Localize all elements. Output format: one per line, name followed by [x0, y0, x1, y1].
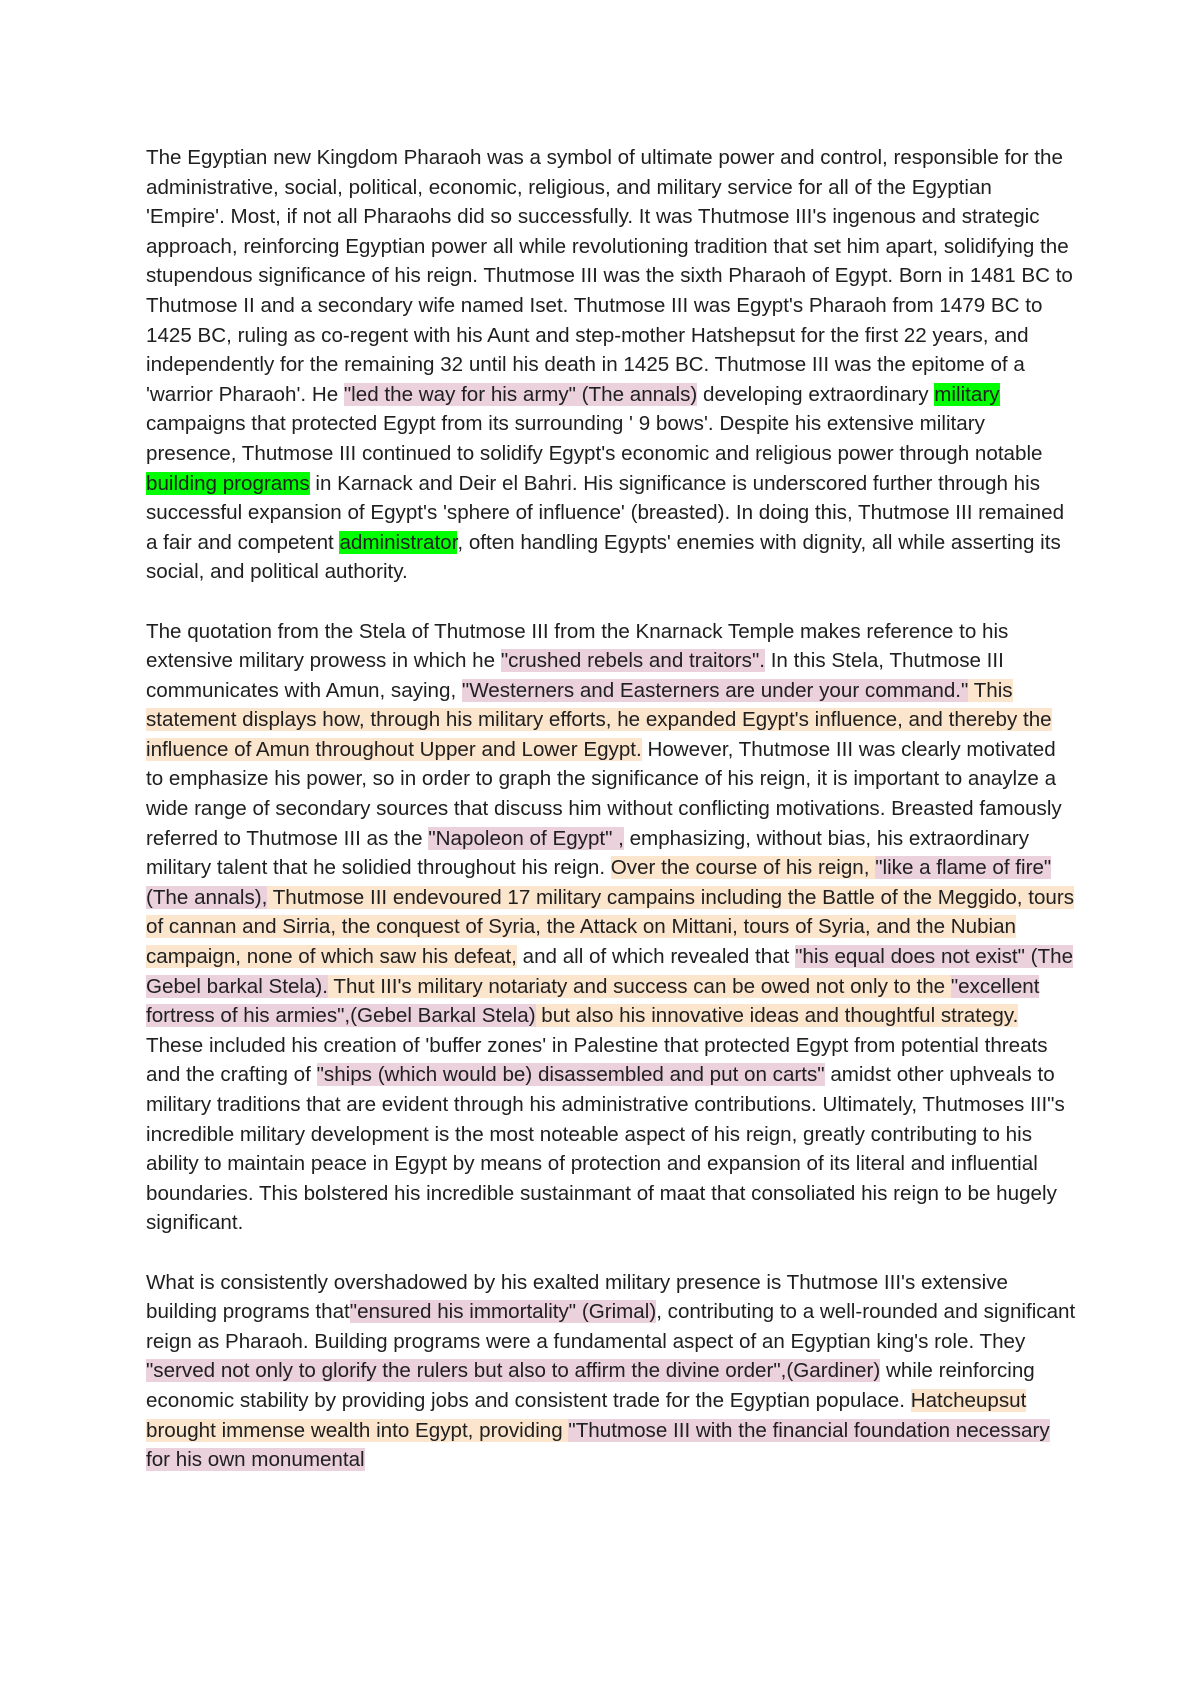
paragraph-2	[146, 617, 1076, 1238]
text-run: developing extraordinary	[697, 382, 935, 406]
highlight-orange: Thut III's military notariaty and success can be owed not only to the	[328, 974, 951, 998]
highlight-orange: but also his innovative ideas and thoughtful strategy.	[535, 1004, 1019, 1028]
highlight-pink: "served not only to glorify the rulers but also to affirm the divine order",(Gardiner)	[146, 1359, 881, 1383]
text-run: The quotation from the Stela of Thutmose III from the Knarnack Temple makes reference to his extensive military prowess in which he	[146, 619, 1009, 673]
highlight-orange: Over the course of his reign,	[610, 856, 876, 880]
highlight-pink: "excellent fortress of his armies",(Gebel Barkal Stela)	[146, 974, 1040, 1028]
paragraph-3	[146, 1268, 1076, 1475]
highlight-pink: "like a flame of fire" (The annals),	[146, 856, 1052, 909]
text-run: emphasizing, without bias, his extraordinary military talent that he solidied throughout his reign.	[146, 826, 1030, 880]
text-run: and all of which revealed that	[516, 945, 796, 969]
text-run: while reinforcing economic stability by providing jobs and consistent trade for the Egyptian populace.	[146, 1359, 1035, 1412]
text-run: in Karnack and Deir el Bahri. His significance is underscored further through his successful expansion of Egypt's 'sphere of influence' (breasted). In doing this, Thutmose III remained a fair and competent	[146, 471, 1065, 554]
text-run: The Egyptian new Kingdom Pharaoh was a symbol of ultimate power and control, responsible for the administrative, social, political, economic, religious, and military service for all of the Egyptian 'Empire'. Most, if not all Pharaohs did so successfully. It was Thutmose III's ingenous and strategic approach, reinforcing Egyptian power all while revolutioning tradition that set him apart, solidifying the stupendous significance of his reign. Thutmose III was the sixth Pharaoh of Egypt. Born in 1481 BC to Thutmose II and a secondary wife named Iset. Thutmose III was Egypt's Pharaoh from 1479 BC to 1425 BC, ruling as co-regent with his Aunt and step-mother Hatshepsut for the first 22 years, and independently for the remaining 32 until his death in 1425 BC. Thutmose III was the epitome of a 'warrior Pharaoh'. He	[146, 146, 1073, 406]
paragraph-1	[146, 143, 1076, 587]
highlight-pink: "crushed rebels and traitors".	[500, 649, 765, 673]
highlight-green: building programs	[146, 471, 310, 495]
text-run: What is consistently overshadowed by his exalted military presence is Thutmose III's extensive building programs that	[146, 1270, 1009, 1324]
highlight-green: administrator	[339, 530, 458, 554]
text-run: , often handling Egypts' enemies with dignity, all while asserting its social, and political authority.	[146, 530, 1061, 584]
highlight-pink: "his equal does not exist" (The Gebel barkal Stela).	[146, 945, 1074, 998]
highlight-orange: This statement displays how, through his military efforts, he expanded Egypt's influence, and thereby the influence of Amun throughout Upper and Lower Egypt.	[146, 678, 1052, 761]
highlight-pink: "ensured his immortality" (Grimal)	[349, 1300, 657, 1324]
highlight-orange: Thutmose III endevoured 17 military campains including the Battle of the Meggido, tours of cannan and Sirria, the conquest of Syria, the Attack on Mittani, tours of Syria, and the Nubian campaign, none of which saw his defeat,	[146, 885, 1074, 969]
text-run: These included his creation of 'buffer zones' in Palestine that protected Egypt from potential threats and the crafting of	[146, 1033, 1048, 1087]
text-run: amidst other uphveals to military traditions that are evident through his administrative contributions. Ultimately, Thutmoses III"s incredible military development is the most noteable aspect of his reign, greatly contributing to his ability to maintain peace in Egypt by means of protection and expansion of its literal and influential boundaries. This bolstered his incredible sustainmant of maat that consoliated his reign to be hugely significant.	[146, 1063, 1065, 1235]
highlight-pink: "ships (which would be) disassembled and put on carts"	[316, 1063, 825, 1087]
text-run: , contributing to a well-rounded and significant reign as Pharaoh. Building programs were a fundamental aspect of an Egyptian king's role. They	[146, 1300, 1076, 1353]
highlight-pink: "Westerners and Easterners are under your command."	[461, 678, 969, 702]
highlight-orange: Hatcheupsut brought immense wealth into Egypt, providing	[146, 1388, 1027, 1442]
text-run: In this Stela, Thutmose III communicates with Amun, saying,	[146, 649, 1004, 702]
text-run: campaigns that protected Egypt from its surrounding ' 9 bows'. Despite his extensive military presence, Thutmose III continued to solidify Egypt's economic and religious power through notable	[146, 412, 1043, 465]
highlight-pink: "Thutmose III with the financial foundation necessary for his own monumental	[146, 1418, 1050, 1472]
highlight-pink: "led the way for his army" (The annals)	[343, 382, 698, 406]
highlight-green: military	[934, 382, 1000, 406]
text-run: However, Thutmose III was clearly motivated to emphasize his power, so in order to graph the significance of his reign, it is important to anaylze a wide range of secondary sources that discuss him without conflicting motivations. Breasted famously referred to Thutmose III as the	[146, 737, 1062, 850]
document-page	[146, 143, 1076, 1504]
highlight-pink: "Napoleon of Egypt" ,	[428, 826, 624, 850]
